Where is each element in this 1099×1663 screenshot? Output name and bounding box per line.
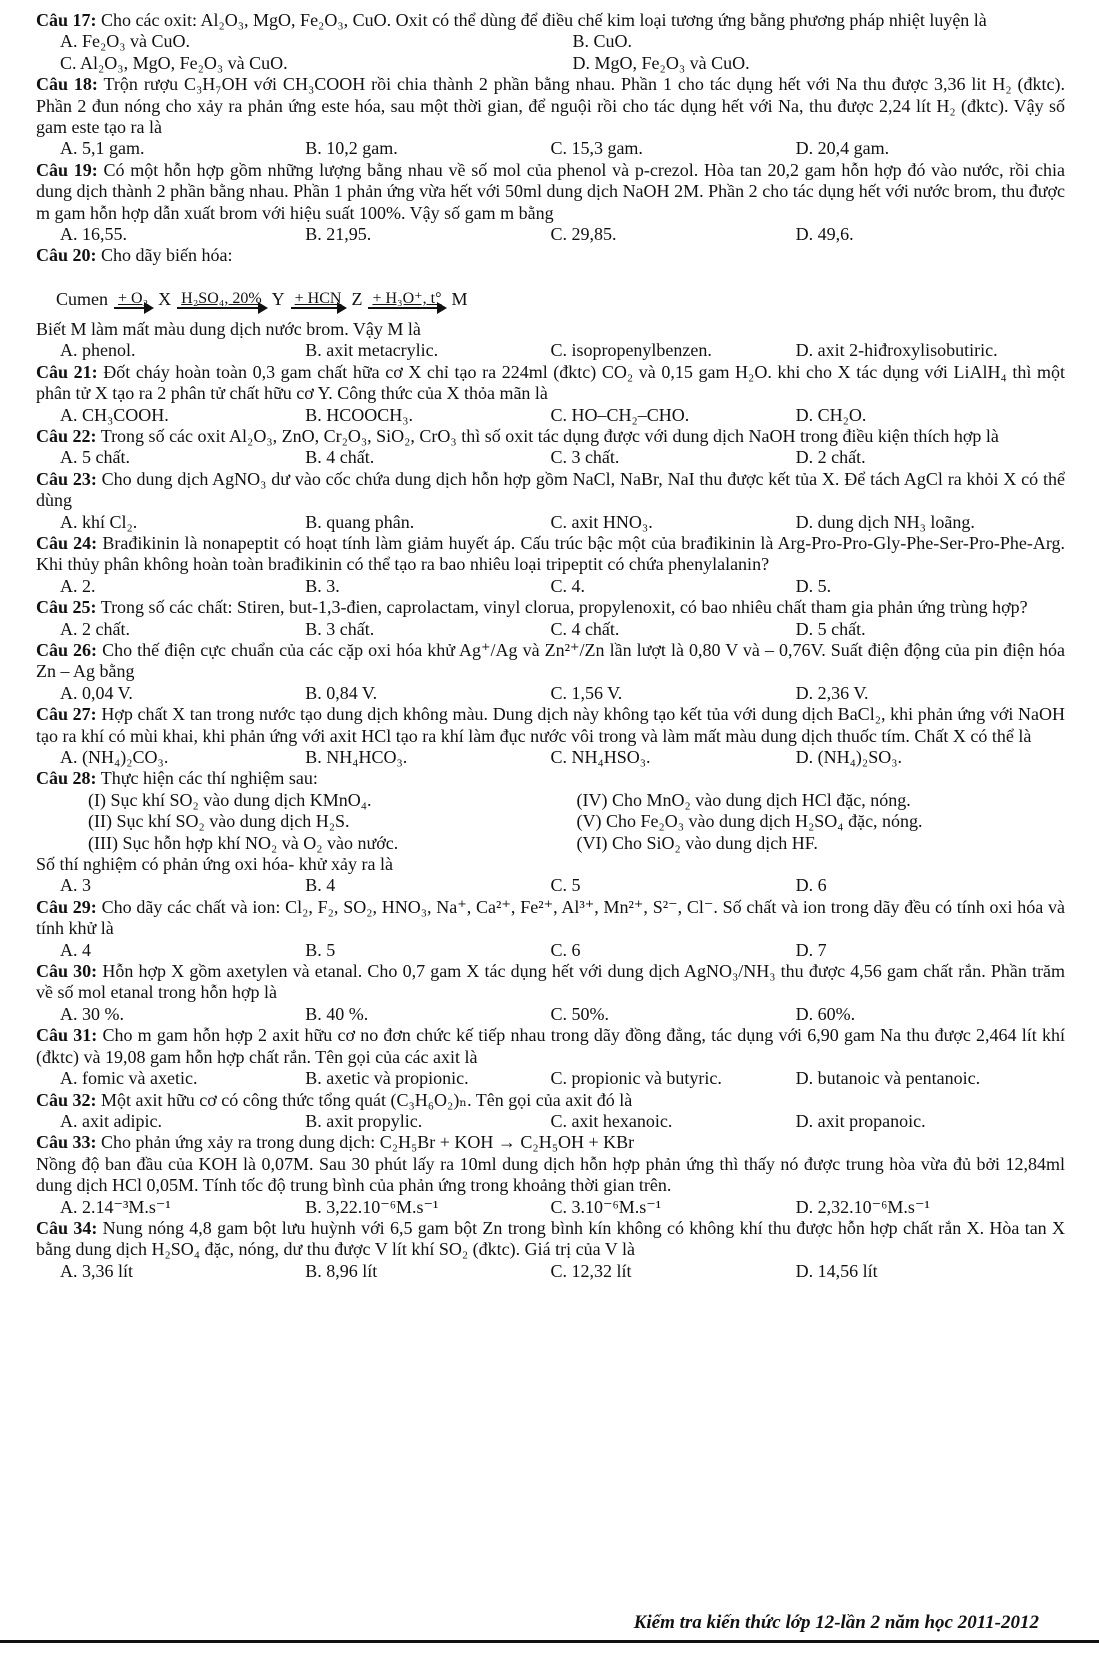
answer-option: A. 0,04 V. <box>60 682 133 703</box>
question-stem <box>36 469 1065 512</box>
question-stem <box>36 897 1065 940</box>
answer-option: D. axit propanoic. <box>795 1110 926 1131</box>
question-block <box>36 74 1065 160</box>
answer-option: B. 4 <box>305 875 336 896</box>
arrow-line <box>368 307 445 309</box>
question-text-cont: Biết M làm mất màu dung dịch nước brom. Vậy M là <box>36 318 421 339</box>
answer-row <box>36 875 1065 896</box>
question-stem <box>36 1025 1065 1068</box>
question-block <box>36 1218 1065 1282</box>
answer-row <box>36 1197 1065 1218</box>
answer-option: C. axit hexanoic. <box>550 1110 673 1131</box>
question-stem <box>36 961 1065 1004</box>
answer-option: B. 3. <box>305 575 340 596</box>
question-label: Câu 17: <box>36 10 97 30</box>
question-label: Câu 26: <box>36 639 98 660</box>
answer-option: C. 5 <box>550 875 581 896</box>
question-text: Có một hỗn hợp gồm những lượng bằng nhau về số mol của phenol và p-crezol. Hòa tan 20,2 gam hỗn hợp đó vào nước, rồi chia dung dịch thành 2 phần bằng nhau. Phần 1 phản ứng vừa hết với 50ml dung dịch NaOH 2M. Phần 2 cho tác dụng hết với nước brom, thu được m gam hỗn hợp dẫn xuất brom với hiệu suất 100%. Vậy số gam m bằng <box>36 159 1065 223</box>
answer-option: B. 21,95. <box>305 224 372 245</box>
reaction-arrow <box>114 290 152 309</box>
question-label: Câu 28: <box>36 768 97 789</box>
answer-option: D. 7 <box>795 939 827 960</box>
question-text: Một axit hữu cơ có công thức tổng quát (C₃H₆O₂)ₙ. Tên gọi của axit đó là <box>101 1089 633 1110</box>
question-block <box>36 426 1065 469</box>
chain-species: X <box>158 288 172 309</box>
question-block <box>36 1132 1065 1218</box>
question-text: Cho phản ứng xảy ra trong dung dịch: C₂H₅Br + KOH → C₂H₅OH + KBr <box>101 1132 635 1153</box>
answer-option: B. HCOOCH₃. <box>305 404 414 425</box>
answer-row <box>36 747 1065 768</box>
question-stem <box>36 74 1065 138</box>
answer-option: D. MgO, Fe₂O₃ và CuO. <box>572 52 750 73</box>
arrow-condition: + HCN <box>294 289 342 307</box>
answer-option: D. 2 chất. <box>795 447 866 468</box>
question-stem <box>36 1132 1065 1153</box>
answer-row <box>36 683 1065 704</box>
experiment-row <box>36 811 1065 832</box>
question-text: Hợp chất X tan trong nước tạo dung dịch không màu. Dung dịch này không tạo kết tủa với dung dịch BaCl₂, khi phản ứng với NaOH tạo ra khí có mùi khai, khi phản ứng với axit HCl tạo ra khí làm đục nước vôi trong và làm mất màu dung dịch thuốc tím. Chất X có thể là <box>36 704 1065 746</box>
question-stem <box>36 768 1065 789</box>
answer-row <box>36 224 1065 245</box>
answer-option: B. axit metacrylic. <box>305 340 439 361</box>
experiment-row <box>36 790 1065 811</box>
arrow-line <box>291 307 346 309</box>
chain-species: Z <box>351 288 363 309</box>
question-stem <box>36 245 1065 266</box>
question-text: Trong số các oxit Al₂O₃, ZnO, Cr₂O₃, SiO₂, CrO₃ thì số oxit tác dụng được với dung dịch NaOH trong điều kiện thích hợp là <box>100 425 999 446</box>
answer-row <box>36 576 1065 597</box>
answer-row <box>36 53 1065 74</box>
question-label: Câu 31: <box>36 1025 98 1046</box>
answer-option: B. 4 chất. <box>305 447 375 468</box>
question-label: Câu 20: <box>36 245 97 266</box>
answer-option: C. NH₄HSO₃. <box>550 747 651 767</box>
answer-option: A. 4 <box>60 939 91 960</box>
answer-row <box>36 447 1065 468</box>
question-text: Đốt cháy hoàn toàn 0,3 gam chất hữa cơ X chỉ tạo ra 224ml (đktc) CO₂ và 0,15 gam H₂O. khi cho X tác dụng với LiAlH₄ thì một phân tử X tạo ra 2 phân tử chất hữu cơ Y. Công thức của X thỏa mãn là <box>36 361 1065 404</box>
answer-row <box>36 138 1065 159</box>
answer-option: D. 5. <box>795 575 832 596</box>
answer-option: D. axit 2-hiđroxylisobutiric. <box>795 340 998 361</box>
question-label: Câu 23: <box>36 468 97 489</box>
question-block <box>36 1090 1065 1133</box>
answer-option: A. 2 chất. <box>60 618 130 639</box>
answer-option: C. 1,56 V. <box>550 682 623 703</box>
question-stem <box>36 160 1065 224</box>
arrow-condition: + O₂ <box>118 289 149 307</box>
answer-option: B. NH₄HCO₃. <box>305 747 408 767</box>
experiment-item: (I) Sục khí SO₂ vào dung dịch KMnO₄. <box>88 789 372 810</box>
question-label: Câu 19: <box>36 159 98 180</box>
question-text-cont: Nồng độ ban đầu của KOH là 0,07M. Sau 30 phút lấy ra 10ml dung dịch hỗn hợp phản ứng thì thấy nó được trung hòa vừa đủ bởi 12,84ml dung dịch HCl 0,05M. Tính tốc độ trung bình của phản ứng trong khoảng thời gian trên. <box>36 1153 1065 1196</box>
question-label: Câu 29: <box>36 896 97 917</box>
answer-option: B. CuO. <box>572 31 633 52</box>
answer-option: D. 2,36 V. <box>795 682 869 703</box>
question-text: Thực hiện các thí nghiệm sau: <box>100 768 318 789</box>
question-label: Câu 18: <box>36 74 98 95</box>
answer-option: D. 5 chất. <box>795 618 866 639</box>
answer-row <box>36 405 1065 426</box>
answer-row <box>36 512 1065 533</box>
question-text: Cho thế điện cực chuẩn của các cặp oxi hóa khử Ag⁺/Ag và Zn²⁺/Zn lần lượt là 0,80 V và – 0,76V. Suất điện động của pin điện hóa Zn – Ag bằng <box>36 639 1066 682</box>
answer-row <box>36 340 1065 361</box>
answer-option: A. 5 chất. <box>60 447 130 468</box>
arrow-line <box>177 307 266 309</box>
answer-row <box>36 31 1065 52</box>
question-stem <box>36 597 1065 618</box>
question-text: Cho m gam hỗn hợp 2 axit hữu cơ no đơn chức kế tiếp nhau trong dãy đồng đẳng, tác dụng với 6,90 gam Na thu được 2,464 lít khí (đktc) và 19,08 gam hỗn hợp chất rắn. Tên gọi của các axit là <box>36 1025 1065 1067</box>
answer-option: A. 2.14⁻³M.s⁻¹ <box>60 1196 171 1217</box>
answer-option: D. 2,32.10⁻⁶M.s⁻¹ <box>795 1196 930 1217</box>
question-stem <box>36 1090 1065 1111</box>
answer-option: C. HO–CH₂–CHO. <box>550 404 690 425</box>
reaction-arrow <box>291 290 346 309</box>
answer-option: B. 10,2 gam. <box>305 138 398 159</box>
answer-option: B. 5 <box>305 939 336 960</box>
question-label: Câu 32: <box>36 1089 97 1110</box>
answer-option: B. quang phân. <box>305 511 415 532</box>
question-block <box>36 160 1065 246</box>
answer-option: C. 15,3 gam. <box>550 138 643 159</box>
answer-row <box>36 1068 1065 1089</box>
answer-option: B. 0,84 V. <box>305 682 378 703</box>
chain-species: Cumen <box>56 288 108 309</box>
question-text: Cho dãy biến hóa: <box>101 245 233 266</box>
answer-option: A. axit adipic. <box>60 1110 162 1131</box>
reaction-arrow <box>177 290 266 309</box>
question-block <box>36 597 1065 640</box>
answer-row <box>36 1261 1065 1282</box>
experiment-item: (II) Sục khí SO₂ vào dung dịch H₂S. <box>88 811 350 832</box>
answer-option: B. axetic và propionic. <box>305 1068 469 1089</box>
answer-option: D. 6 <box>795 875 827 896</box>
answer-option: A. 5,1 gam. <box>60 138 145 159</box>
answer-option: D. CH₂O. <box>795 404 867 425</box>
reaction-chain <box>56 279 1065 309</box>
question-stem <box>36 362 1065 405</box>
question-stem <box>36 533 1065 576</box>
answer-option: B. 3 chất. <box>305 618 375 639</box>
question-label: Câu 33: <box>36 1132 97 1153</box>
answer-option: A. fomic và axetic. <box>60 1068 198 1089</box>
question-stem <box>36 426 1065 447</box>
answer-option: D. (NH₄)₂SO₃. <box>795 747 902 767</box>
answer-option: B. 3,22.10⁻⁶M.s⁻¹ <box>305 1196 439 1217</box>
question-label: Câu 34: <box>36 1217 98 1238</box>
answer-option: D. 60%. <box>795 1003 856 1024</box>
question-list <box>36 10 1065 1282</box>
question-block <box>36 469 1065 533</box>
question-stem <box>36 10 1065 31</box>
answer-option: C. propionic và butyric. <box>550 1068 722 1089</box>
reaction-arrow <box>368 290 445 309</box>
answer-option: A. Fe₂O₃ và CuO. <box>60 31 191 52</box>
question-label: Câu 21: <box>36 361 98 382</box>
answer-row <box>36 619 1065 640</box>
answer-option: A. (NH₄)₂CO₃. <box>60 747 169 767</box>
arrow-condition: H₂SO₄, 20% <box>181 289 262 307</box>
answer-option: D. dung dịch NH₃ loãng. <box>795 511 975 532</box>
answer-option: B. 40 %. <box>305 1003 369 1024</box>
answer-option: C. 50%. <box>550 1003 609 1024</box>
question-text-cont: Số thí nghiệm có phản ứng oxi hóa- khử xảy ra là <box>36 854 393 875</box>
question-label: Câu 22: <box>36 425 97 446</box>
answer-option: A. 3,36 lít <box>60 1260 134 1281</box>
question-label: Câu 25: <box>36 597 97 618</box>
answer-option: D. 14,56 lít <box>795 1260 878 1281</box>
question-stem <box>36 704 1065 747</box>
question-text: Cho dung dịch AgNO₃ dư vào cốc chứa dung dịch hỗn hợp gồm NaCl, NaBr, NaI thu được kết tủa X. Để tách AgCl ra khỏi X có thể dùng <box>36 468 1065 511</box>
question-label: Câu 24: <box>36 532 98 553</box>
question-block <box>36 768 1065 896</box>
answer-option: A. 30 %. <box>60 1003 124 1024</box>
answer-option: A. 2. <box>60 575 96 596</box>
answer-option: D. 20,4 gam. <box>795 138 890 159</box>
answer-option: D. butanoic và pentanoic. <box>795 1068 981 1089</box>
question-text: Hỗn hợp X gồm axetylen và etanal. Cho 0,7 gam X tác dụng hết với dung dịch AgNO₃/NH₃ thu được 4,56 gam chất rắn. Phần trăm về số mol etanal trong hỗn hợp là <box>36 961 1066 1003</box>
experiment-item: (IV) Cho MnO₂ vào dung dịch HCl đặc, nóng. <box>576 789 911 810</box>
experiment-item: (III) Sục hỗn hợp khí NO₂ và O₂ vào nước. <box>88 832 399 853</box>
answer-option: B. axit propylic. <box>305 1110 423 1131</box>
answer-option: C. 12,32 lít <box>550 1260 632 1281</box>
question-text: Trong số các chất: Stiren, but-1,3-đien, caprolactam, vinyl clorua, propylenoxit, có bao nhiêu chất tham gia phản ứng trùng hợp? <box>100 597 1028 618</box>
question-block <box>36 362 1065 426</box>
question-text: Trộn rượu C₃H₇OH với CH₃COOH rồi chia thành 2 phần bằng nhau. Phần 1 cho tác dụng hết với Na thu được 3,36 lit H₂ (đktc). Phần 2 đun nóng cho xảy ra phản ứng este hóa, sau một thời gian, để nguội rồi cho tác dụng hết với Na, thu được 2,24 lít H₂ (đktc). Vậy số gam este tạo ra là <box>36 74 1065 138</box>
question-text: Nung nóng 4,8 gam bột lưu huỳnh với 6,5 gam bột Zn trong bình kín không có không khí thu được hỗn hợp chất rắn X. Hòa tan X bằng dung dịch H₂SO₄ đặc, nóng, dư thu được V lít khí SO₂ (đktc). Giá trị của V là <box>36 1217 1066 1260</box>
answer-row <box>36 940 1065 961</box>
answer-option: C. Al₂O₃, MgO, Fe₂O₃ và CuO. <box>60 52 288 73</box>
arrow-line <box>114 307 152 309</box>
question-block <box>36 961 1065 1025</box>
answer-option: B. 8,96 lít <box>305 1260 378 1281</box>
footer-rule <box>0 1640 1099 1643</box>
arrow-condition: + H₃O⁺, t° <box>372 289 442 307</box>
answer-option: A. phenol. <box>60 340 136 361</box>
question-block <box>36 245 1065 361</box>
answer-option: C. isopropenylbenzen. <box>550 340 712 361</box>
answer-option: C. axit HNO₃. <box>550 511 653 532</box>
answer-option: A. khí Cl₂. <box>60 511 138 532</box>
answer-option: C. 3 chất. <box>550 447 620 468</box>
chain-species: Y <box>271 288 285 309</box>
question-text: Brađikinin là nonapeptit có hoạt tính làm giảm huyết áp. Cấu trúc bậc một của brađikinin là Arg-Pro-Pro-Gly-Phe-Ser-Pro-Phe-Arg. Khi thủy phân không hoàn toàn brađikinin có thể tạo ra bao nhiêu loại tripeptit có chứa phenylalanin? <box>36 532 1065 575</box>
question-block <box>36 533 1065 597</box>
answer-row <box>36 1004 1065 1025</box>
footer-text: Kiểm tra kiến thức lớp 12-lần 2 năm học 2011-2012 <box>633 1612 1039 1633</box>
question-label: Câu 30: <box>36 961 98 982</box>
answer-option: C. 3.10⁻⁶M.s⁻¹ <box>550 1196 662 1217</box>
answer-row <box>36 1111 1065 1132</box>
question-text: Cho dãy các chất và ion: Cl₂, F₂, SO₂, HNO₃, Na⁺, Ca²⁺, Fe²⁺, Al³⁺, Mn²⁺, S²⁻, Cl⁻. Số chất và ion trong dãy đều có tính oxi hóa và tính khử là <box>36 896 1066 939</box>
question-label: Câu 27: <box>36 704 97 725</box>
question-stem <box>36 640 1065 683</box>
answer-option: A. 3 <box>60 875 91 896</box>
chain-species: M <box>451 288 468 309</box>
answer-option: D. 49,6. <box>795 224 854 245</box>
answer-option: C. 4 chất. <box>550 618 620 639</box>
question-text: Cho các oxit: Al₂O₃, MgO, Fe₂O₃, CuO. Oxit có thể dùng để điều chế kim loại tương ứng bằng phương pháp nhiệt luyện là <box>101 10 987 30</box>
question-block <box>36 10 1065 74</box>
question-stem <box>36 1218 1065 1261</box>
experiment-item: (VI) Cho SiO₂ vào dung dịch HF. <box>576 832 818 853</box>
answer-option: C. 6 <box>550 939 581 960</box>
experiment-item: (V) Cho Fe₂O₃ vào dung dịch H₂SO₄ đặc, nóng. <box>576 811 923 832</box>
question-block <box>36 897 1065 961</box>
question-block <box>36 1025 1065 1089</box>
answer-option: C. 29,85. <box>550 224 617 245</box>
question-block <box>36 640 1065 704</box>
answer-option: A. 16,55. <box>60 224 127 245</box>
question-block <box>36 704 1065 768</box>
experiment-row <box>36 833 1065 854</box>
answer-option: C. 4. <box>550 575 585 596</box>
answer-option: A. CH₃COOH. <box>60 404 169 425</box>
